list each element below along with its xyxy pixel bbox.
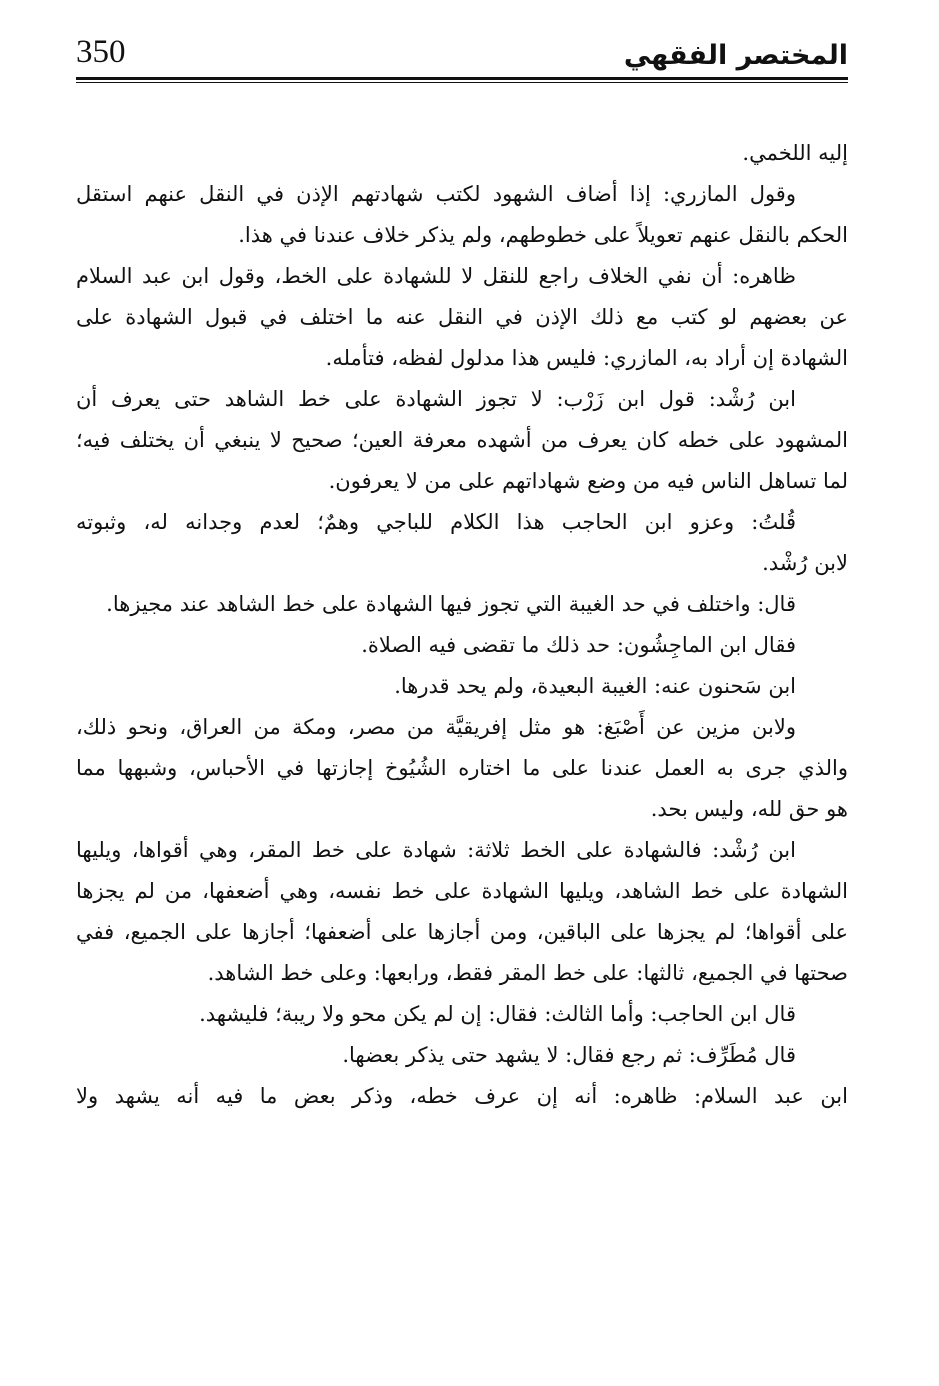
text-line: المشهود على خطه كان يعرف من أشهده معرفة العين؛ صحيح لا ينبغي أن يختلف فيه؛ <box>76 428 848 452</box>
text-line: ابن رُشْد: فالشهادة على الخط ثلاثة: شهادة على خط المقر، وهي أقواها، ويليها <box>76 838 796 862</box>
text-line: قال ابن الحاجب: وأما الثالث: فقال: إن لم يكن محو ولا ريبة؛ فليشهد. <box>199 1002 796 1026</box>
text-line: صحتها في الجميع، ثالثها: على خط المقر فقط، ورابعها: وعلى خط الشاهد. <box>207 961 848 985</box>
text-line: لما تساهل الناس فيه من وضع شهاداتهم على من لا يعرفون. <box>328 469 848 493</box>
book-page <box>76 28 848 1358</box>
text-line: عن بعضهم لو كتب مع ذلك الإذن في النقل عنه ما اختلف في قبول الشهادة على <box>76 305 848 329</box>
text-line: على أقواها؛ لم يجزها على الباقين، ومن أجازها على أضعفها؛ أجازها على الجميع، ففي <box>76 920 848 944</box>
text-line: الشهادة إن أراد به، المازري: فليس هذا مدلول لفظه، فتأمله. <box>325 346 848 370</box>
running-header <box>76 28 848 84</box>
text-line: قال مُطَرِّف: ثم رجع فقال: لا يشهد حتى يذكر بعضها. <box>342 1043 796 1067</box>
page-number: 350 <box>76 34 126 70</box>
header-rule <box>76 77 848 80</box>
text-line: الحكم بالنقل عنهم تعويلاً على خطوطهم، ولم يذكر خلاف عندنا في هذا. <box>238 223 848 247</box>
text-line: ابن سَحنون عنه: الغيبة البعيدة، ولم يحد قدرها. <box>394 674 796 698</box>
header-rule-thin <box>76 82 848 83</box>
text-line: إليه اللخمي. <box>742 141 848 165</box>
text-line: ابن رُشْد: قول ابن زَرْب: لا تجوز الشهادة على خط الشاهد حتى يعرف أن <box>76 387 796 411</box>
body-text <box>76 133 848 1117</box>
text-line: والذي جرى به العمل عندنا على ما اختاره الشُيُوخ إجازتها في الأحباس، وشبهها مما <box>76 756 848 780</box>
book-title: المختصر الفقهي <box>623 40 848 71</box>
text-line: ولابن مزين عن أَصْبَغ: هو مثل إفريقيَّة من مصر، ومكة من العراق، ونحو ذلك، <box>76 715 796 739</box>
text-line: قُلتُ: وعزو ابن الحاجب هذا الكلام للباجي وهمٌ؛ لعدم وجدانه له، وثبوته <box>76 510 796 534</box>
text-line: ظاهره: أن نفي الخلاف راجع للنقل لا للشهادة على الخط، وقول ابن عبد السلام <box>76 264 796 288</box>
text-line: ابن عبد السلام: ظاهره: أنه إن عرف خطه، وذكر بعض ما فيه أنه يشهد ولا <box>76 1084 848 1108</box>
text-line: فقال ابن الماجِشُون: حد ذلك ما تقضى فيه الصلاة. <box>361 633 796 657</box>
text-line: الشهادة على خط الشاهد، ويليها الشهادة على خط نفسه، وهي أضعفها، من لم يجزها <box>76 879 848 903</box>
text-line: قال: واختلف في حد الغيبة التي تجوز فيها الشهادة على خط الشاهد عند مجيزها. <box>106 592 796 616</box>
text-line: لابن رُشْد. <box>762 551 848 575</box>
text-line: وقول المازري: إذا أضاف الشهود لكتب شهادتهم الإذن في النقل عنهم استقل <box>76 182 796 206</box>
text-line: هو حق لله، وليس بحد. <box>650 797 848 821</box>
